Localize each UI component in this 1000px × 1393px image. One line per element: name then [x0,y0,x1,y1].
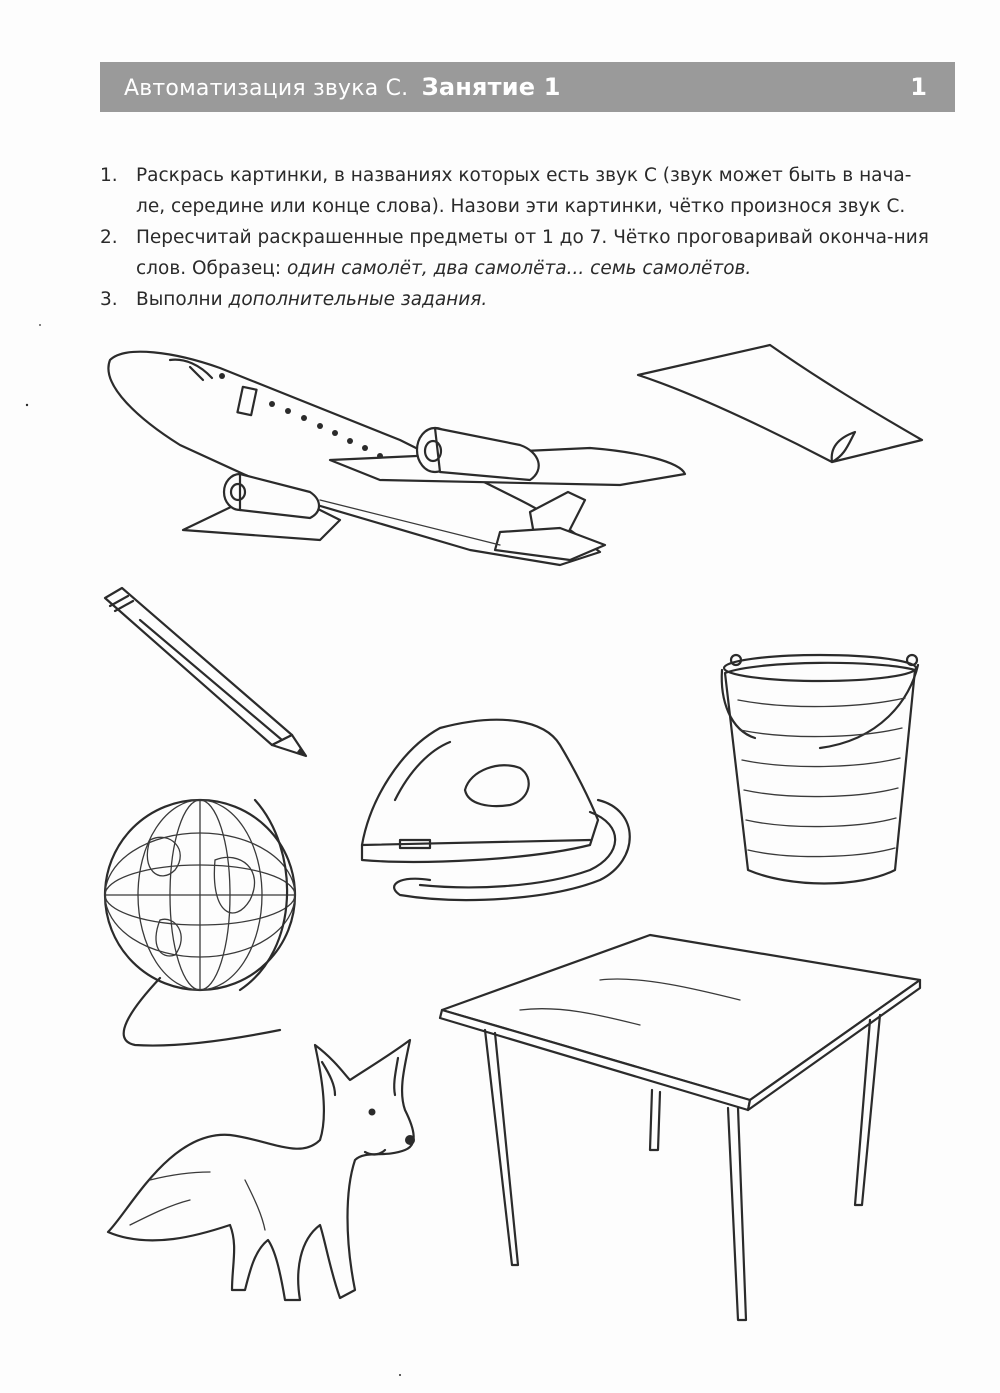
instruction-emphasis: дополнительные задания. [228,289,488,310]
paper-sheet-picture [638,345,922,462]
instruction-number: 3. [100,289,118,310]
instruction-text: Раскрась картинки, в названиях которых есть звук С (звук может быть в нача-ле, середине или конце слова). Назови эти картинки, чётко произнося звук С. [136,165,912,217]
topic-title: Автоматизация звука С. [124,76,409,101]
bucket-picture [722,655,918,884]
instruction-number: 2. [100,227,118,248]
instruction-text: Пересчитай раскрашенные предметы от 1 до 7. Чётко проговаривай оконча-ния слов. Образец: [136,227,929,279]
instruction-example: один самолёт, два самолёта... семь самолётов. [286,258,752,279]
page-number: 1 [910,73,927,101]
iron-picture [362,720,630,900]
fox-picture [108,1040,415,1300]
instruction-text: Выполни [136,289,223,310]
lesson-title: Занятие 1 [421,73,561,101]
table-picture [440,935,920,1320]
airplane-picture [108,352,685,565]
pencil-picture [105,588,306,756]
instruction-number: 1. [100,165,118,186]
globe-picture [105,800,295,1046]
